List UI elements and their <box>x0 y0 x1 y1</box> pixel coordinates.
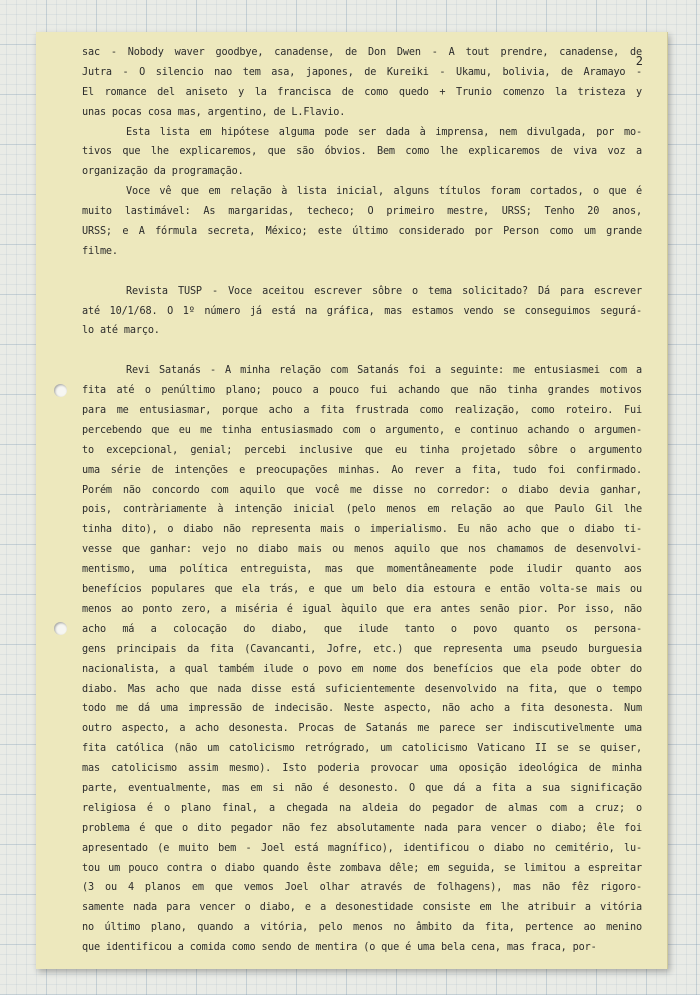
text-line: muito lastimável: As margaridas, techeco; O primeiro mestre, URSS; Tenho 20 anos, <box>82 206 642 218</box>
text-line: diabo. Mas acho que nada disse está suficientemente desenvolvido na fita, que o tempo <box>82 683 642 695</box>
text-line: apresentado (e muito bem - Joel está magnífico), identificou o diabo no cemitério, lu- <box>82 842 642 854</box>
text-line: para me entusiasmar, porque acho a fita frustrada como realização, como roteiro. Fui <box>82 405 642 417</box>
blank-line <box>82 341 642 361</box>
text-line: to excepcional, genial; percebi inclusive que eu tinha projetado sôbre o argumento <box>82 444 642 456</box>
text-line: todo me dá uma impressão de indecisão. Neste aspecto, não acho a fita desonesta. Num <box>82 703 642 715</box>
blank-line <box>82 262 642 282</box>
text-line: percebendo que eu me tinha entusiasmado com o argumento, e continuo achando o argumen- <box>82 424 642 436</box>
punch-hole <box>54 384 67 397</box>
text-line: unas pocas cosa mas, argentino, de L.Flavio. <box>82 106 346 118</box>
text-line: lo até março. <box>82 325 160 337</box>
typewritten-letter-body <box>82 43 642 958</box>
text-line: samente nada para vencer o diabo, e a desonestidade consiste em lhe atribuir a vitória <box>82 902 642 914</box>
text-line: Porém não concordo com aquilo que você me disse no corredor: o diabo devia ganhar, <box>82 484 642 496</box>
text-line: uma série de intenções e preocupações minhas. Ao rever a fita, tudo foi confirmado. <box>82 464 642 476</box>
text-line: (3 ou 4 planos em que vemos Joel olhar através de folhagens), mas não fêz rigoro- <box>82 882 642 894</box>
punch-hole <box>54 622 67 635</box>
text-line: Jutra - O silencio nao tem asa, japones, de Kureiki - Ukamu, bolivia, de Aramayo - <box>82 66 642 78</box>
text-line: parte, eventualmente, mas em si não é desonesto. O que dá a fita a sua significação <box>82 782 642 794</box>
text-line: nacionalista, a qual também ilude o povo em nome dos benefícios que ela pode obter do <box>82 663 642 675</box>
text-line: gens principais da fita (Cavancanti, Jofre, etc.) que representa uma pseudo burguesia <box>82 643 642 655</box>
text-line: tinha dito), o diabo não representa mais o imperialismo. Eu não acho que o diabo ti- <box>82 524 642 536</box>
text-line: que identificou a comida como sendo de mentira (o que é uma bela cena, mas fraca, por- <box>82 942 597 954</box>
text-line: pois, contràriamente à intenção inicial (pelo menos em relação ao que Paulo Gil lhe <box>82 504 642 516</box>
text-line: tou um pouco contra o diabo quando êste zombava dêle; em seguida, se limitou a espreitar <box>82 862 642 874</box>
page-number: 2 <box>635 54 643 68</box>
text-line: benefícios populares que ela trás, e que um belo dia estoura e então volta-se mais ou <box>82 584 642 596</box>
text-line: Revi Satanás - A minha relação com Satanás foi a seguinte: me entusiasmei com a <box>126 365 642 377</box>
text-line: até 10/1/68. O 1º número já está na gráfica, mas estamos vendo se conseguimos segurá- <box>82 305 642 317</box>
text-line: acho má a colocação do diabo, que ilude tanto o povo quanto os persona- <box>82 623 642 635</box>
text-line: problema é que o dito pegador não fez absolutamente nada para vencer o diabo; êle foi <box>82 822 642 834</box>
text-line: no último plano, quando a vitória, pelo menos no âmbito da fita, pertence ao menino <box>82 922 642 934</box>
text-line: filme. <box>82 245 118 257</box>
text-line: El romance del aniseto y la francisca de como quedo + Trunio comenzo la tristeza y <box>82 86 642 98</box>
text-line: URSS; e A fórmula secreta, México; este último considerado por Person como um grande <box>82 226 642 238</box>
text-line: sac - Nobody waver goodbye, canadense, de Don Dwen - A tout prendre, canadense, de <box>82 47 642 58</box>
text-line: outro aspecto, a acho desonesta. Procas de Satanás me parece ser indiscutivelmente uma <box>82 723 642 735</box>
text-line: Voce vê que em relação à lista inicial, alguns títulos foram cortados, o que é <box>126 186 642 198</box>
text-line: mas catolicismo assim mesmo). Isto poderia provocar uma oposição ideológica de minha <box>82 763 642 775</box>
text-line: fita até o penúltimo plano; pouco a pouco fui achando que não tinha grandes motivos <box>82 385 642 397</box>
text-line: fita católica (não um catolicismo retrógrado, um catolicismo Vaticano II se se quiser, <box>82 743 642 755</box>
text-line: mentismo, uma política entreguista, mas que momentâneamente pode iludir quanto aos <box>82 564 642 576</box>
text-line: tivos que lhe explicaremos, que são óbvios. Bem como lhe explicaremos de viva voz a <box>82 146 642 158</box>
text-line: Revista TUSP - Voce aceitou escrever sôbre o tema solicitado? Dá para escrever <box>126 285 642 297</box>
text-line: Esta lista em hipótese alguma pode ser dada à imprensa, nem divulgada, por mo- <box>126 126 642 138</box>
text-line: vesse que ganhar: vejo no diabo mais ou menos aquilo que nos chamamos de desenvolvi- <box>82 544 642 556</box>
text-line: organização da programação. <box>82 166 244 178</box>
text-line: religiosa é o plano final, a chegada na aldeia do pegador de almas com a cruz; o <box>82 802 642 814</box>
text-line: menos ao ponto zero, a miséria é igual àquilo que era antes senão pior. Por isso, não <box>82 603 642 615</box>
